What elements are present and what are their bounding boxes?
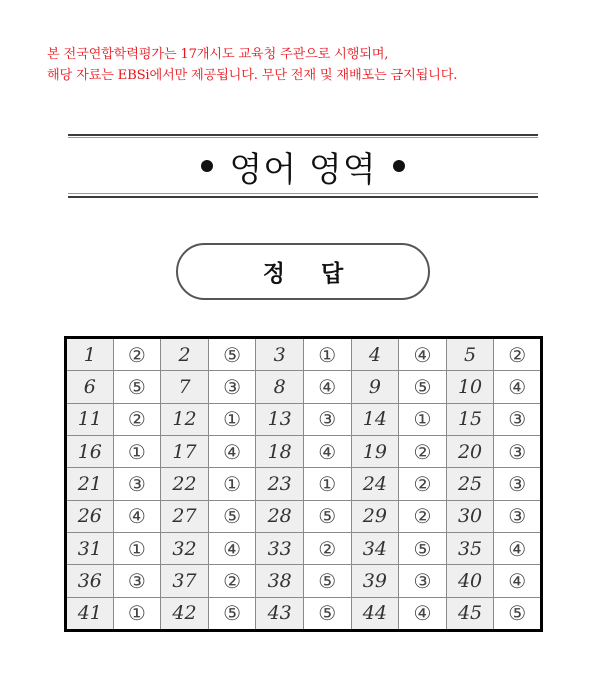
answer-key-table — [64, 336, 543, 632]
question-number: 31 — [66, 532, 114, 564]
question-number: 12 — [161, 403, 209, 435]
answer-choice: ③ — [494, 500, 542, 532]
answer-choice: ③ — [494, 435, 542, 467]
question-number: 20 — [446, 435, 494, 467]
table-row — [66, 597, 542, 630]
question-number: 40 — [446, 565, 494, 597]
title-bottom-double-rule — [68, 193, 538, 198]
answer-choice: ② — [303, 532, 351, 564]
answer-choice: ⑤ — [303, 597, 351, 630]
question-number: 34 — [351, 532, 399, 564]
answer-choice: ④ — [399, 597, 447, 630]
question-number: 13 — [256, 403, 304, 435]
answer-choice: ④ — [208, 532, 256, 564]
answer-choice: ⑤ — [399, 371, 447, 403]
answer-choice: ② — [113, 403, 161, 435]
answer-choice: ④ — [494, 565, 542, 597]
answer-choice: ④ — [494, 371, 542, 403]
answer-choice: ⑤ — [208, 338, 256, 371]
answer-choice: ③ — [303, 403, 351, 435]
question-number: 18 — [256, 435, 304, 467]
answer-choice: ④ — [399, 338, 447, 371]
answer-choice: ⑤ — [303, 565, 351, 597]
copyright-notice — [47, 44, 457, 86]
table-row — [66, 532, 542, 564]
question-number: 35 — [446, 532, 494, 564]
answer-choice: ⑤ — [399, 532, 447, 564]
answer-choice: ② — [494, 338, 542, 371]
question-number: 26 — [66, 500, 114, 532]
answer-choice: ① — [113, 532, 161, 564]
bullet-icon — [201, 160, 213, 172]
question-number: 37 — [161, 565, 209, 597]
question-number: 9 — [351, 371, 399, 403]
table-row — [66, 565, 542, 597]
question-number: 25 — [446, 468, 494, 500]
question-number: 24 — [351, 468, 399, 500]
subject-title-text: 영어 영역 — [229, 149, 377, 190]
answer-choice: ③ — [494, 468, 542, 500]
answer-choice: ④ — [494, 532, 542, 564]
answer-choice: ① — [113, 435, 161, 467]
notice-line-1: 본 전국연합학력평가는 17개시도 교육청 주관으로 시행되며, — [47, 47, 389, 62]
subject-title — [68, 140, 538, 192]
question-number: 5 — [446, 338, 494, 371]
question-number: 23 — [256, 468, 304, 500]
question-number: 38 — [256, 565, 304, 597]
question-number: 3 — [256, 338, 304, 371]
table-row — [66, 403, 542, 435]
answer-choice: ① — [113, 597, 161, 630]
answer-choice: ③ — [208, 371, 256, 403]
answer-choice: ① — [208, 403, 256, 435]
question-number: 30 — [446, 500, 494, 532]
table-row — [66, 371, 542, 403]
notice-line-2: 해당 자료는 EBSi에서만 제공됩니다. 무단 전재 및 재배포는 금지됩니다. — [47, 68, 458, 83]
question-number: 16 — [66, 435, 114, 467]
question-number: 45 — [446, 597, 494, 630]
table-row — [66, 500, 542, 532]
question-number: 2 — [161, 338, 209, 371]
question-number: 28 — [256, 500, 304, 532]
question-number: 29 — [351, 500, 399, 532]
question-number: 44 — [351, 597, 399, 630]
answer-choice: ③ — [113, 565, 161, 597]
answer-choice: ③ — [399, 565, 447, 597]
answer-choice: ④ — [303, 371, 351, 403]
question-number: 19 — [351, 435, 399, 467]
question-number: 4 — [351, 338, 399, 371]
answer-choice: ② — [399, 435, 447, 467]
question-number: 41 — [66, 597, 114, 630]
answer-choice: ④ — [113, 500, 161, 532]
answer-choice: ⑤ — [113, 371, 161, 403]
answer-choice: ② — [113, 338, 161, 371]
answer-choice: ② — [399, 500, 447, 532]
table-row — [66, 435, 542, 467]
answer-choice: ⑤ — [208, 500, 256, 532]
table-row — [66, 338, 542, 371]
question-number: 6 — [66, 371, 114, 403]
question-number: 42 — [161, 597, 209, 630]
question-number: 22 — [161, 468, 209, 500]
answer-choice: ① — [303, 468, 351, 500]
question-number: 39 — [351, 565, 399, 597]
answer-choice: ⑤ — [208, 597, 256, 630]
answer-key-label: 정 답 — [176, 243, 430, 300]
answer-choice: ⑤ — [303, 500, 351, 532]
title-top-double-rule — [68, 134, 538, 138]
answer-choice: ② — [208, 565, 256, 597]
answer-choice: ③ — [113, 468, 161, 500]
answer-choice: ② — [399, 468, 447, 500]
question-number: 1 — [66, 338, 114, 371]
answer-choice: ① — [208, 468, 256, 500]
question-number: 32 — [161, 532, 209, 564]
table-row — [66, 468, 542, 500]
answer-choice: ① — [399, 403, 447, 435]
bullet-icon — [393, 160, 405, 172]
answer-choice: ① — [303, 338, 351, 371]
question-number: 43 — [256, 597, 304, 630]
question-number: 7 — [161, 371, 209, 403]
question-number: 14 — [351, 403, 399, 435]
question-number: 10 — [446, 371, 494, 403]
answer-choice: ③ — [494, 403, 542, 435]
question-number: 21 — [66, 468, 114, 500]
answer-choice: ④ — [303, 435, 351, 467]
question-number: 33 — [256, 532, 304, 564]
question-number: 11 — [66, 403, 114, 435]
question-number: 27 — [161, 500, 209, 532]
question-number: 36 — [66, 565, 114, 597]
question-number: 17 — [161, 435, 209, 467]
question-number: 8 — [256, 371, 304, 403]
answer-choice: ⑤ — [494, 597, 542, 630]
answer-choice: ④ — [208, 435, 256, 467]
question-number: 15 — [446, 403, 494, 435]
